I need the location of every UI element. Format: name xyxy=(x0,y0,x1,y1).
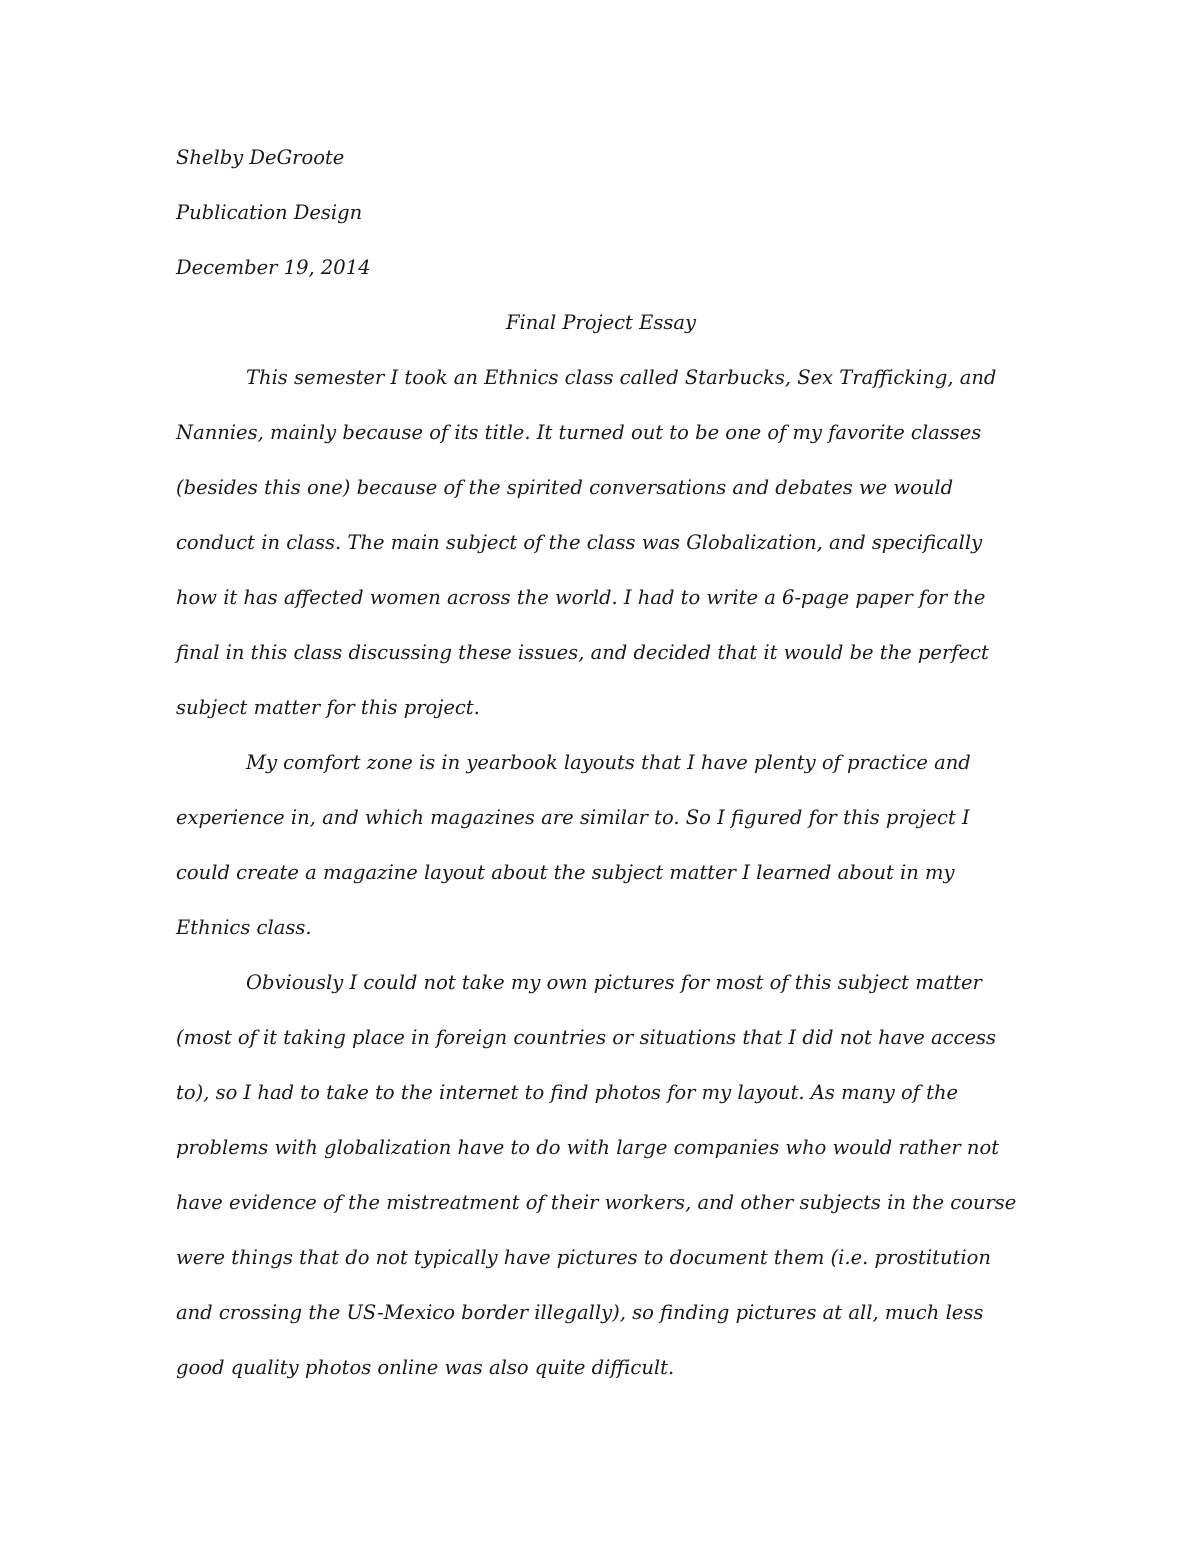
paragraph-2: My comfort zone is in yearbook layouts that I have plenty of practice and experience in, and which magazines are similar to. So I figured for this project I could create a magazine layout about the subject matter I learned about in my Ethnics class. xyxy=(176,751,971,939)
essay-title: Final Project Essay xyxy=(505,311,696,334)
author-name: Shelby DeGroote xyxy=(176,146,345,169)
essay-body xyxy=(176,130,1026,1395)
course-name: Publication Design xyxy=(176,201,363,224)
paragraph-3: Obviously I could not take my own pictures for most of this subject matter (most of it taking place in foreign countries or situations that I did not have access to), so I had to take to the internet to find photos for my layout. As many of the problems with globalization have to do with large companies who would rather not have evidence of the mistreatment of their workers, and other subjects in the course were things that do not typically have pictures to document them (i.e. prostitution and crossing the US-Mexico border illegally), so finding pictures at all, much less good quality photos online was also quite difficult. xyxy=(176,971,1017,1379)
paragraph-1: This semester I took an Ethnics class called Starbucks, Sex Trafficking, and Nannies, mainly because of its title. It turned out to be one of my favorite classes (besides this one) because of the spirited conversations and debates we would conduct in class. The main subject of the class was Globalization, and specifically how it has affected women across the world. I had to write a 6-page paper for the final in this class discussing these issues, and decided that it would be the perfect subject matter for this project. xyxy=(176,366,997,719)
essay-date: December 19, 2014 xyxy=(176,256,371,279)
